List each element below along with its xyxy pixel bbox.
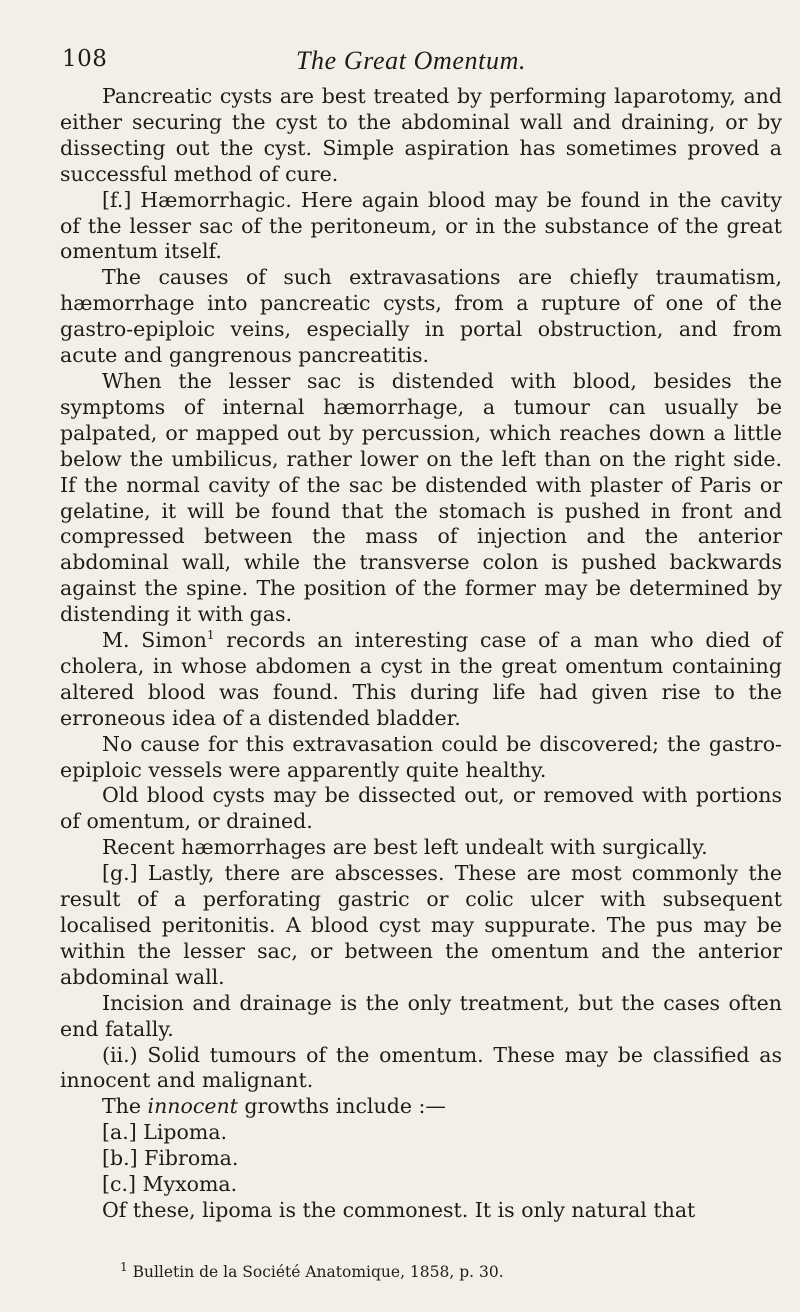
innocent-post: growths include :— bbox=[237, 1094, 446, 1119]
page-header bbox=[62, 46, 760, 82]
paragraph-recent-haemorrhages: Recent hæmorrhages are best left undealt with surgically. bbox=[102, 835, 708, 860]
paragraph-simon-case bbox=[60, 628, 782, 732]
footnote-mark: 1 bbox=[120, 1259, 128, 1274]
body-text bbox=[60, 84, 782, 1224]
paragraph-old-blood-cysts: Old blood cysts may be dissected out, or removed with portions of omentum, or drained. bbox=[60, 783, 782, 834]
innocent-emphasis: innocent bbox=[147, 1094, 238, 1119]
paragraph-causes: The causes of such extravasations are chiefly traumatism, hæmorrhage into pancreatic cysts, from a rupture of one of the gastro-epiploic veins, especially in portal obstruction, and from acute and gangrenous pancreatitis. bbox=[60, 265, 782, 368]
simon-case-text: records an interesting case of a man who died of cholera, in whose abdomen a cyst in the great omentum containing altered blood was found. This during life had given rise to the erroneous idea of a distended bladder. bbox=[60, 628, 782, 730]
list-item-fibroma: [b.] Fibroma. bbox=[102, 1146, 239, 1171]
footnote bbox=[120, 1259, 760, 1282]
paragraph-incision-drainage: Incision and drainage is the only treatment, but the cases often end fatally. bbox=[60, 990, 782, 1041]
paragraph-abscesses: [g.] Lastly, there are abscesses. These are most commonly the result of a perforating gastric or colic ulcer with subsequent localised peritonitis. A blood cyst may suppurate. The pus may be within the lesser sac, or between the omentum and the anterior abdominal wall. bbox=[60, 861, 782, 989]
paragraph-solid-tumours: (ii.) Solid tumours of the omentum. These may be classified as innocent and malignant. bbox=[60, 1042, 782, 1093]
paragraph-pancreatic-cysts: Pancreatic cysts are best treated by performing laparotomy, and either securing the cyst to the abdominal wall and draining, or by dissecting out the cyst. Simple aspiration has sometimes proved a successful method of cure. bbox=[60, 84, 782, 186]
footnote-text: Bulletin de la Société Anatomique, 1858, p. 30. bbox=[127, 1263, 504, 1281]
paragraph-no-cause: No cause for this extravasation could be discovered; the gastro-epiploic vessels were apparently quite healthy. bbox=[60, 731, 782, 782]
simon-name: M. Simon bbox=[102, 628, 207, 653]
paragraph-innocent-growths bbox=[60, 1094, 782, 1120]
paragraph-haemorrhagic: [f.] Hæmorrhagic. Here again blood may be found in the cavity of the lesser sac of the peritoneum, or in the substance of the great omentum itself. bbox=[60, 187, 782, 264]
list-item-lipoma: [a.] Lipoma. bbox=[102, 1120, 228, 1145]
running-title: The Great Omentum. bbox=[295, 46, 527, 75]
paragraph-symptoms: When the lesser sac is distended with blood, besides the symptoms of internal hæmorrhage, a tumour can usually be palpated, or mapped out by percussion, which reaches down a little below the umbilicus, rather lower on the left than on the right side. If the normal cavity of the sac be distended with plaster of Paris or gelatine, it will be found that the stomach is pushed in front and compressed between the mass of injection and the anterior abdominal wall, while the transverse colon is pushed backwards against the spine. The position of the former may be determined by distending it with gas. bbox=[60, 368, 782, 627]
page-number: 108 bbox=[62, 46, 108, 72]
innocent-pre: The bbox=[102, 1094, 148, 1119]
footnote-ref: 1 bbox=[206, 628, 215, 643]
list-item-myxoma: [c.] Myxoma. bbox=[102, 1172, 238, 1197]
paragraph-lipoma-commonest: Of these, lipoma is the commonest. It is only natural that bbox=[102, 1197, 696, 1222]
